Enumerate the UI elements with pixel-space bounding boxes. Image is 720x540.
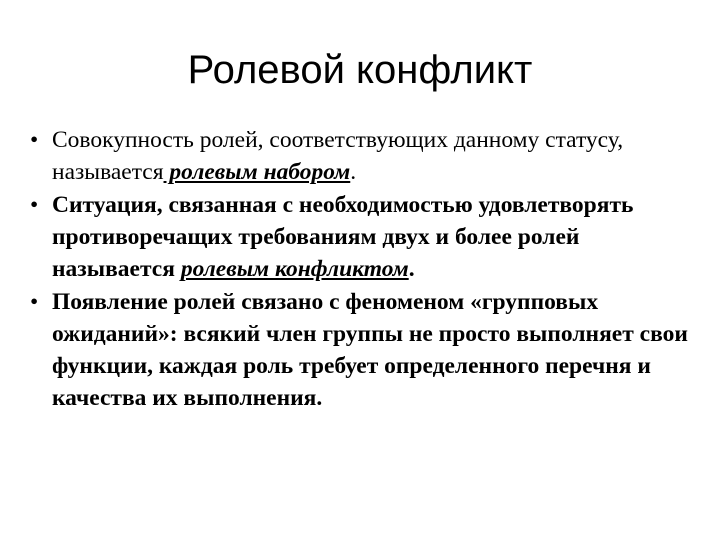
term-role-set: ролевым набором xyxy=(163,159,351,185)
slide-title: Ролевой конфликт xyxy=(187,48,533,92)
bullet-item-role-conflict xyxy=(0,189,720,285)
bullet-text: Ситуация, связанная с необходимостью удовлетворять противоречащих требованиям двух и более ролей называется xyxy=(52,192,634,282)
bullet-text: Совокупность ролей, соответствующих данному статусу, называется xyxy=(52,127,624,185)
bullet-text-end: . xyxy=(350,159,357,185)
bullet-item-role-set xyxy=(0,124,720,188)
bullet-dot-icon: • xyxy=(30,192,39,218)
bullet-list xyxy=(0,124,720,415)
term-role-conflict: ролевым конфликтом xyxy=(180,256,409,282)
bullet-item-group-expectations xyxy=(0,286,720,414)
bullet-text-end: . xyxy=(408,256,415,282)
bullet-dot-icon: • xyxy=(30,289,39,315)
bullet-text: Появление ролей связано с феноменом «групповых ожиданий»: всякий член группы не просто выполняет свои функции, каждая роль требует определенного перечня и качества их выполнения. xyxy=(52,289,688,411)
bullet-dot-icon: • xyxy=(30,127,39,153)
